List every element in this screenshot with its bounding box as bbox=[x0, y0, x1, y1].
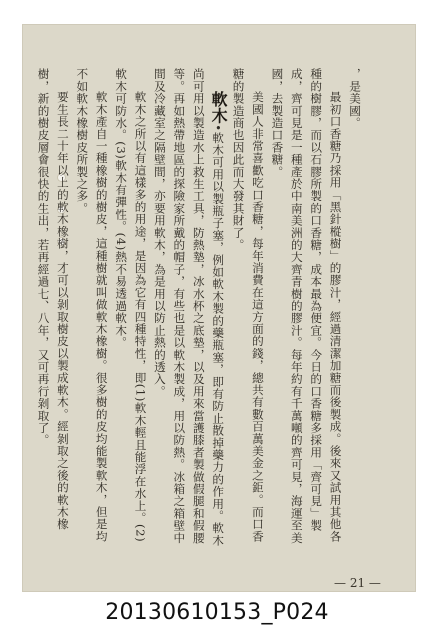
book-page bbox=[22, 24, 416, 592]
paragraph-softwood-source: 軟木產自一種橡樹的樹皮，這種樹就叫做軟木橡樹。很多樹的皮均能製軟木，但是均不如軟木橡樹皮所製之多。 bbox=[75, 68, 109, 543]
softwood-uses-text: •軟木可用以製瓶子塞，例如軟木製的藥瓶塞，即有防止散掉藥力的作用。軟木尚可用以製造水上救生工具，防熱墊，冰水杯之底墊，以及用來當護膝者製做假腿和假腰等。再如熱帶地區的探險家所戴的帽子，有些也是以軟木製成，用以防熱。冰箱之箱壁中間及冷藏室之隔壁間，亦要用軟木，為是用以防止熱的透入。 bbox=[152, 68, 226, 547]
section-heading-softwood: 軟木 bbox=[209, 91, 229, 125]
paragraph-softwood-harvest: 要生長二十年以上的軟木橡樹，才可以剝取樹皮以製成軟木。經剝取之後的軟木橡樹，新的樹皮層會很快的生出，若再經過七、八年，又可再行剝取了。 bbox=[36, 68, 70, 531]
paragraph-ending: ，是美國。 bbox=[348, 68, 362, 129]
vertical-body-text bbox=[36, 68, 364, 548]
paragraph-gum-origin: 最初口香糖乃採用「黑針樅樹」的膠汁，經過清潔加糖而後製成。後來又試用其他各種的樹膠，而以石膠所製的口香糖，成本最為便宜。今日的口香糖多採用「齊可見」製成，齊可見是一種產於中南美洲的大齊青樹的膠汁。每年約有千萬噸的齊可見，海運至美國，去製造口香糖。 bbox=[270, 68, 343, 544]
paragraph-softwood-properties: 軟木之所以有這樣多的用途，是因為它有四種特性，即(1)軟木輕且能浮在水上。(2)軟木可防水。(3)軟木有彈性。(4)熱不易透過軟木。 bbox=[114, 68, 148, 543]
image-caption: 20130610153_P024 bbox=[105, 600, 329, 625]
paragraph-softwood-uses bbox=[150, 68, 229, 548]
page-number: — 21 — bbox=[334, 576, 381, 590]
paragraph-gum-market: 美國人非常喜歡吃口香糖，每年消費在這方面的錢，總共有數百萬美金之鉅。而口香糖的製造商也因此而大發其財了。 bbox=[231, 68, 265, 543]
